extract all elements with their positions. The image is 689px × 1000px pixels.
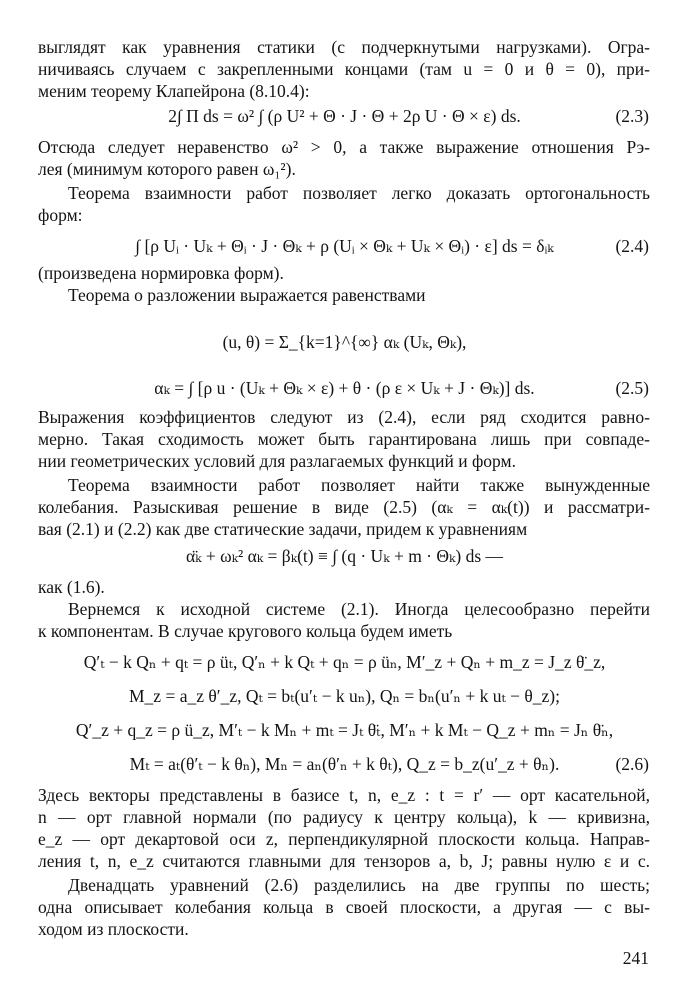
equation-number: (2.6) [615, 754, 649, 774]
text-line: Теорема взаимности работ позволяет легко доказать ортогональность [68, 183, 650, 203]
text-line: лея (минимум которого равен ω₁²). [38, 159, 296, 179]
text-line: форм: [38, 205, 83, 225]
text-line: мерно. Такая сходимость может быть гарантирована лишь при совпаде- [38, 429, 650, 449]
text-line: одна описывает колебания кольца в своей плоскости, а другая — с вы- [38, 897, 650, 917]
text-line: вая (2.1) и (2.2) как две статические задачи, придем к уравнениям [38, 519, 528, 539]
text-line: ходом из плоскости. [38, 919, 189, 939]
text-line: Отсюда следует неравенство ω² > 0, а также выражение отношения Рэ- [38, 137, 650, 157]
equation-2-6-b: M_z = a_z θ′_z, Qₜ = bₜ(u′ₜ − k uₙ), Qₙ = bₙ(u′ₙ + k uₜ − θ_z); [129, 686, 560, 706]
text-line: колебания. Разыскивая решение в виде (2.5) (αₖ = αₖ(t)) и рассматри- [38, 497, 650, 517]
equation-2-6-a: Q′ₜ − k Qₙ + qₜ = ρ üₜ, Q′ₙ + k Qₜ + qₙ = ρ üₙ, M′_z + Qₙ + m_z = J_z θ̈_z, [83, 652, 606, 672]
equation-2-6-c: Q′_z + q_z = ρ ü_z, M′ₜ − k Mₙ + mₜ = Jₜ θ̈ₜ, M′ₙ + k Mₜ − Q_z + mₙ = Jₙ θ̈ₙ, [75, 720, 614, 740]
equation-number: (2.4) [615, 236, 649, 256]
text-line: к компонентам. В случае кругового кольца будем иметь [38, 621, 453, 641]
text-line: меним теорему Клапейрона (8.10.4): [38, 81, 310, 101]
text-line: как (1.6). [38, 577, 105, 597]
equation-forced: α̈ₖ + ωₖ² αₖ = βₖ(t) ≡ ∫ (q · Uₖ + m · Θₖ) ds — [185, 546, 504, 566]
text-line: ничиваясь случаем с закрепленными концами (там u = 0 и θ = 0), при- [38, 59, 650, 79]
page-number: 241 [622, 948, 649, 968]
text-line: Вернемся к исходной системе (2.1). Иногда целесообразно перейти [68, 599, 650, 619]
equation-2-4: ∫ [ρ Uᵢ · Uₖ + Θᵢ · J · Θₖ + ρ (Uᵢ × Θₖ + Uₖ × Θᵢ) · ε] ds = δᵢₖ [135, 236, 554, 256]
text-line: Здесь векторы представлены в базисе t, n, e_z : t = r′ — орт касательной, [38, 785, 650, 805]
text-line: e_z — орт декартовой оси z, перпендикулярной плоскости кольца. Направ- [38, 829, 650, 849]
text-line: Теорема взаимности работ позволяет найти также вынужденные [68, 475, 650, 495]
equation-number: (2.3) [615, 106, 649, 126]
text-line: Двенадцать уравнений (2.6) разделились на две группы по шесть; [68, 875, 650, 895]
text-line: ления t, n, e_z считаются главными для тензоров a, b, J; равны нулю ε и c. [38, 851, 650, 871]
text-line: выглядят как уравнения статики (с подчеркнутыми нагрузками). Огра- [38, 37, 650, 57]
text-line: Теорема о разложении выражается равенствами [68, 285, 426, 305]
equation-number: (2.5) [615, 378, 649, 398]
text-line: (произведена нормировка форм). [38, 263, 284, 283]
equation-2-3: 2∫ Π ds = ω² ∫ (ρ U² + Θ · J · Θ + 2ρ U · Θ × ε) ds. [168, 106, 521, 126]
equation-expansion: (u, θ) = Σ_{k=1}^{∞} αₖ (Uₖ, Θₖ), [222, 332, 467, 352]
equation-2-6-d: Mₜ = aₜ(θ′ₜ − k θₙ), Mₙ = aₙ(θ′ₙ + k θₜ), Q_z = b_z(u′_z + θₙ). [129, 754, 560, 774]
text-line: нии геометрических условий для разлагаемых функций и форм. [38, 451, 516, 471]
equation-2-5: αₖ = ∫ [ρ u · (Uₖ + Θₖ × ε) + θ · (ρ ε × Uₖ + J · Θₖ)] ds. [154, 378, 535, 398]
text-line: n — орт главной нормали (по радиусу к центру кольца), k — кривизна, [38, 807, 650, 827]
text-line: Выражения коэффициентов следуют из (2.4), если ряд сходится равно- [38, 407, 650, 427]
